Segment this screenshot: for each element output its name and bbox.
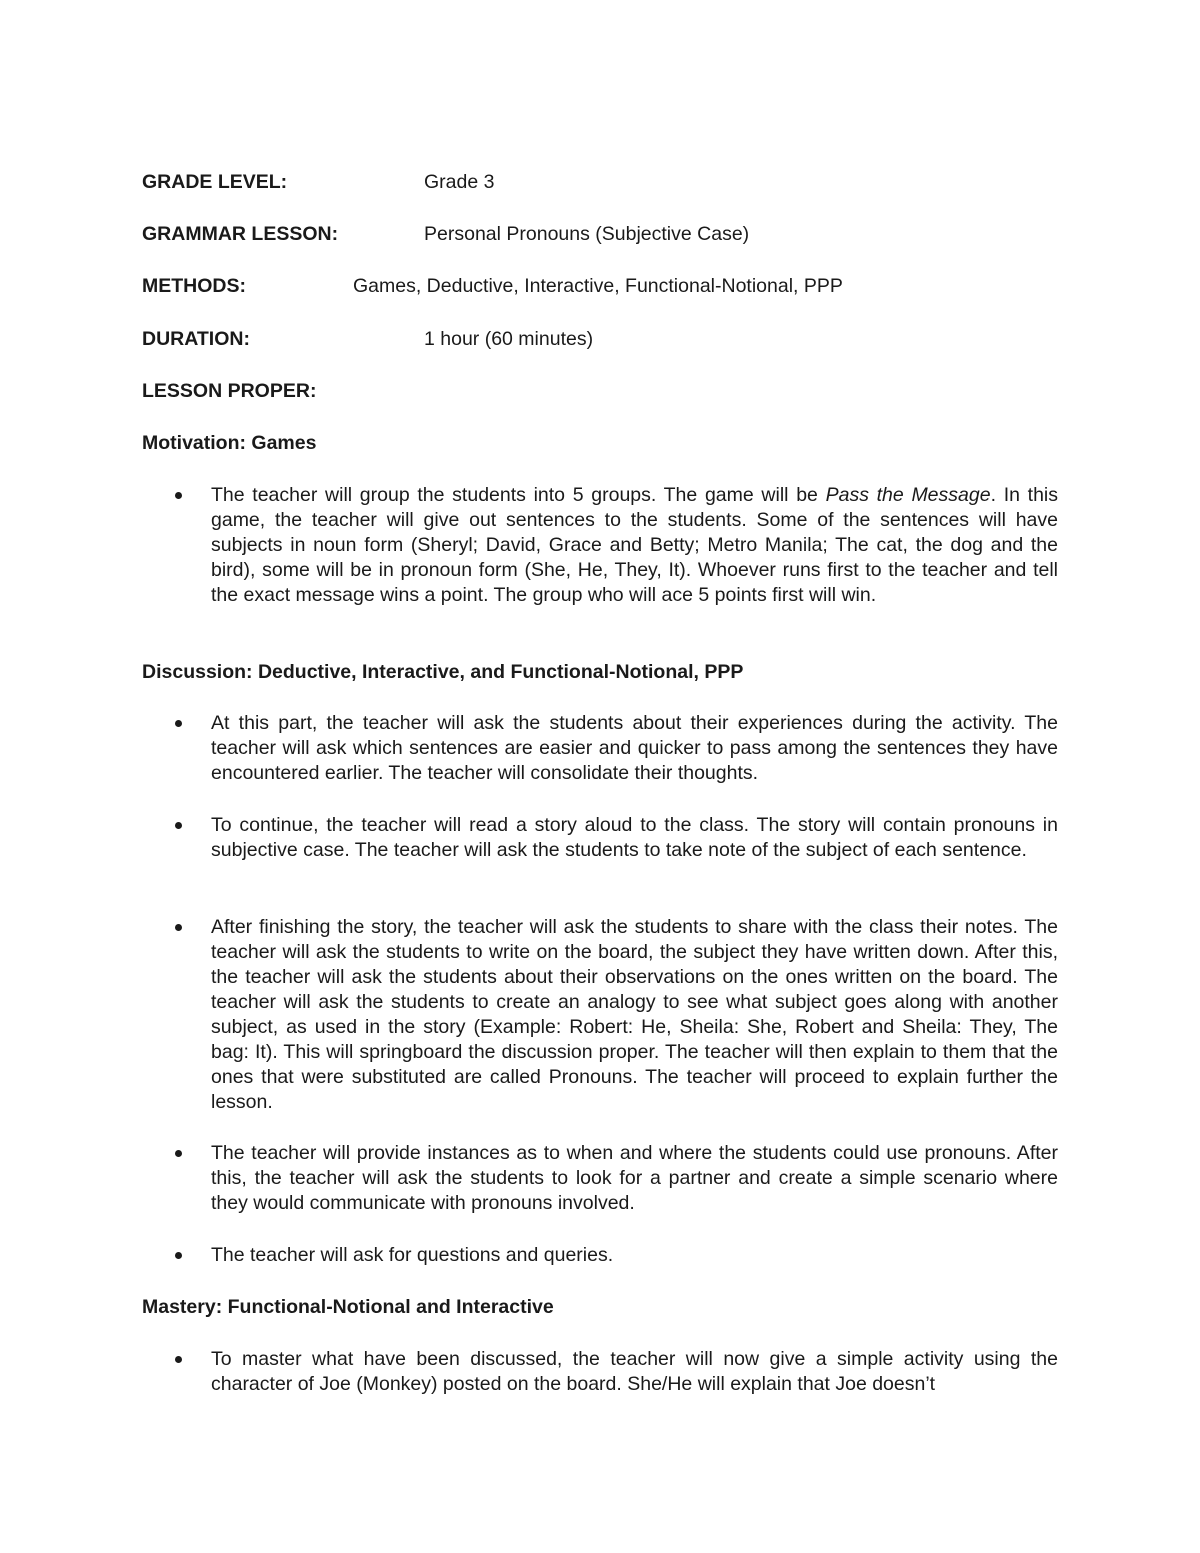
grade-level-row: [142, 169, 495, 195]
motivation-heading: Motivation: Games: [142, 432, 317, 454]
mastery-item: To master what have been discussed, the teacher will now give a simple activity using the character of Joe (Monkey) posted on the board. She/He will explain that Joe doesn’t: [211, 1348, 1058, 1395]
motivation-item-text-end: . In this game, the teacher will give out sentences to the students. Some of the sentences will have subjects in noun form (Sheryl; David, Grace and Betty; Metro Manila; The cat, the dog and the bird), some will be in pronoun form (She, He, They, It). Whoever runs first to the teacher and tell the exact message wins a point. The group who will ace 5 points first will win.: [211, 484, 1058, 606]
discussion-item: At this part, the teacher will ask the students about their experiences during the activity. The teacher will ask which sentences are easier and quicker to pass among the sentences they have encountered earlier. The teacher will consolidate their thoughts.: [211, 712, 1058, 784]
grade-level-label: GRADE LEVEL:: [142, 171, 288, 193]
lesson-proper-label: LESSON PROPER:: [142, 380, 317, 402]
duration-value: 1 hour (60 minutes): [424, 328, 594, 350]
motivation-item-game-name: Pass the Message: [825, 484, 991, 506]
grammar-lesson-row: [142, 221, 750, 247]
lesson-proper-row: [142, 378, 316, 404]
discussion-item: After finishing the story, the teacher will ask the students to share with the class their notes. The teacher will ask the students to write on the board, the subject they have written down. After this, the teacher will ask the students about their observations on the ones written on the board. The teacher will ask the students to create an analogy to see what subject goes along with another subject, as used in the story (Example: Robert: He, Sheila: She, Robert and Sheila: They, The bag: It). This will springboard the discussion proper. The teacher will then explain to them that the ones that were substituted are called Pronouns. The teacher will proceed to explain further the lesson.: [211, 916, 1058, 1113]
grammar-lesson-label: GRAMMAR LESSON:: [142, 223, 339, 245]
mastery-heading: Mastery: Functional-Notional and Interactive: [142, 1296, 554, 1318]
duration-label: DURATION:: [142, 328, 250, 350]
methods-value: Games, Deductive, Interactive, Functional-Notional, PPP: [353, 275, 843, 297]
discussion-item: To continue, the teacher will read a story aloud to the class. The story will contain pronouns in subjective case. The teacher will ask the students to take note of the subject of each sentence.: [211, 814, 1058, 861]
methods-label: METHODS:: [142, 275, 246, 297]
duration-row: [142, 326, 594, 352]
discussion-item: The teacher will ask for questions and queries.: [211, 1243, 1058, 1268]
motivation-item: [211, 483, 1058, 608]
grammar-lesson-value: Personal Pronouns (Subjective Case): [424, 223, 750, 245]
motivation-item-text-start: The teacher will group the students into 5 groups. The game will be: [211, 484, 826, 506]
grade-level-value: Grade 3: [424, 171, 495, 193]
discussion-item: The teacher will provide instances as to when and where the students could use pronouns. After this, the teacher will ask the students to look for a partner and create a simple scenario where they would communicate with pronouns involved.: [211, 1142, 1058, 1214]
methods-row: [142, 273, 843, 299]
discussion-heading: Discussion: Deductive, Interactive, and Functional-Notional, PPP: [142, 661, 744, 683]
